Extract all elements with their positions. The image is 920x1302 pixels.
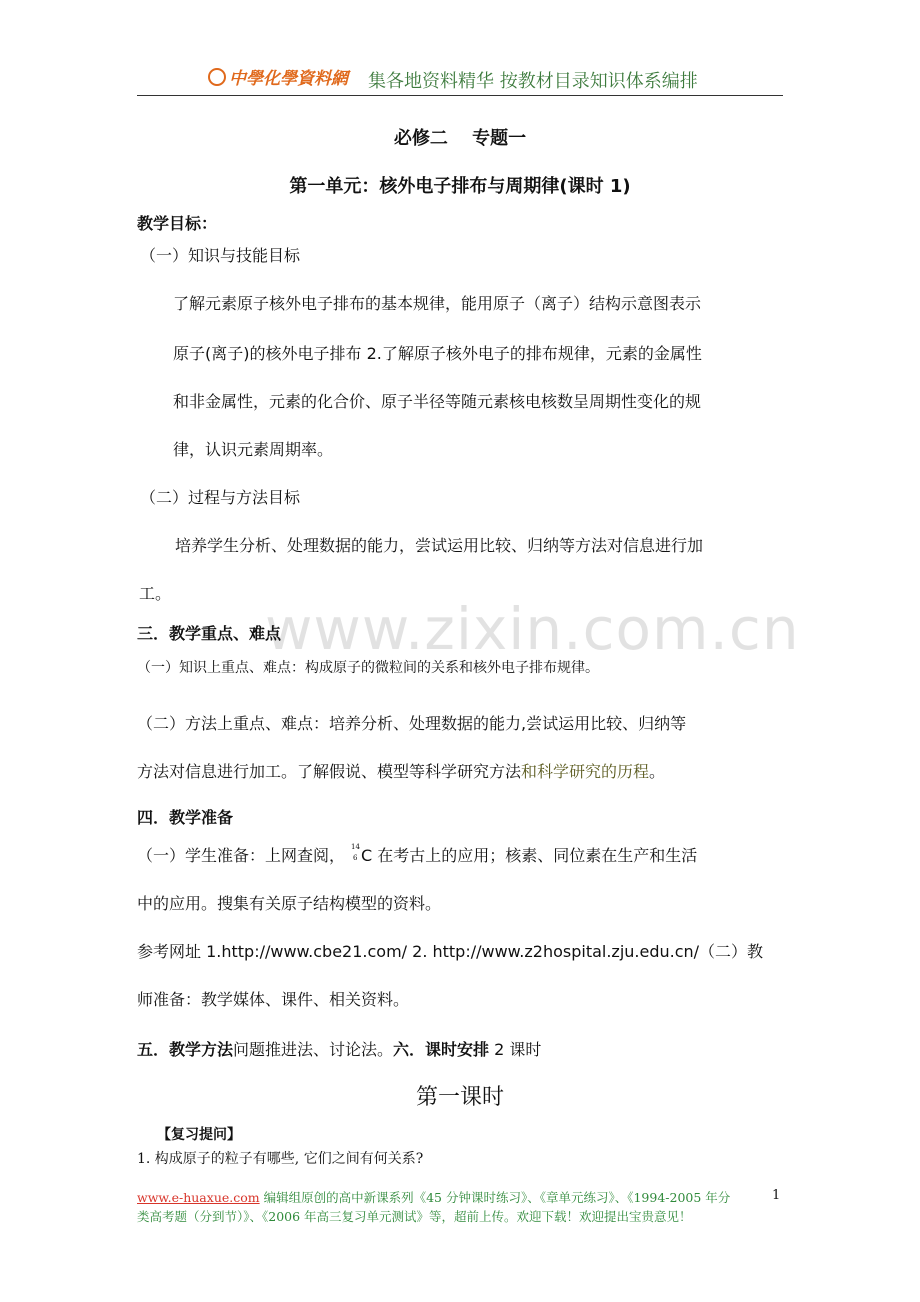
review-question-1: 1. 构成原子的粒子有哪些, 它们之间有何关系? [137,1151,424,1167]
section-3-text-end: 。 [649,762,666,781]
section-4-heading: 四．教学准备 [137,808,234,827]
footer-line-2: 类高考题（分到节）》、《2006 年高三复习单元测试》等，超前上传。欢迎下载！欢迎提出宝贵意见！ [137,1209,692,1224]
section-4-line [137,843,697,866]
watermark: www.zixin.com.cn [265,595,800,663]
objective-1-line: 和非金属性，元素的化合价、原子半径等随元素核电核数呈周期性变化的规 [173,392,702,411]
section-5-6-line [137,1037,541,1060]
section-5-text: 问题推进法、讨论法。 [233,1040,394,1059]
header-divider [137,95,783,96]
objective-1-line: 了解元素原子核外电子排布的基本规律，能用原子（离子）结构示意图表示 [173,294,702,313]
section-4-line: 师准备：教学媒体、课件、相关资料。 [137,990,410,1009]
logo-emblem-icon [208,68,226,86]
carbon-isotope-notation [351,845,361,863]
objective-1-heading: （一）知识与技能目标 [140,246,301,265]
header-slogan: 集各地资料精华 按教材目录知识体系编排 [368,71,698,92]
section-4-line: 中的应用。搜集有关原子结构模型的资料。 [137,894,442,913]
section-6-text: 2 课时 [489,1040,542,1059]
section-5-label: 五．教学方法 [137,1040,234,1059]
lesson-title: 第一课时 [415,1085,504,1110]
objective-2-line: 培养学生分析、处理数据的能力，尝试运用比较、归纳等方法对信息进行加 [175,536,704,555]
objectives-heading: 教学目标： [137,214,218,233]
objective-1-line: 律，认识元素周期率。 [173,440,334,459]
section-3-highlight-text: 和科学研究的历程 [521,762,650,781]
section-3-item-1: （一）知识上重点、难点：构成原子的微粒间的关系和核外电子排布规律。 [137,660,599,676]
section-3-text: 方法对信息进行加工。了解假说、模型等科学研究方法 [137,762,522,781]
section-4-text: C 在考古上的应用；核素、同位素在生产和生活 [361,846,698,865]
isotope-atomic-number: 6 [353,854,358,862]
section-4-references: 参考网址 1.http://www.cbe21.com/ 2. http://www.z2hospital.zju.edu.cn/（二）教 [137,942,764,961]
logo-text: 中學化學資料網 [229,69,348,89]
section-6-label: 六．课时安排 [393,1040,490,1059]
objective-1-line: 原子(离子)的核外电子排布 2.了解原子核外电子的排布规律，元素的金属性 [173,344,702,363]
doc-subtitle: 第一单元：核外电子排布与周期律(课时 1) [289,176,631,197]
section-4-text: （一）学生准备：上网查阅， [137,846,346,865]
objective-2-line: 工。 [139,584,172,603]
review-label: 【复习提问】 [157,1127,241,1143]
section-3-heading: 三．教学重点、难点 [137,624,282,643]
site-logo [208,64,348,89]
footer-text: 编辑组原创的高中新课系列《45 分钟课时练习》、《章单元练习》、《1994-2005 年分 [259,1190,731,1205]
footer-link[interactable]: www.e-huaxue.com [137,1190,260,1205]
section-3-item-2-line: （二）方法上重点、难点：培养分析、处理数据的能力,尝试运用比较、归纳等 [137,714,687,733]
page-number: 1 [772,1188,781,1203]
section-3-item-2-line [137,759,665,782]
footer-line-1 [137,1188,730,1206]
objective-2-heading: （二）过程与方法目标 [140,488,301,507]
isotope-mass-number: 14 [351,843,360,851]
doc-title: 必修二 专题一 [393,128,527,149]
